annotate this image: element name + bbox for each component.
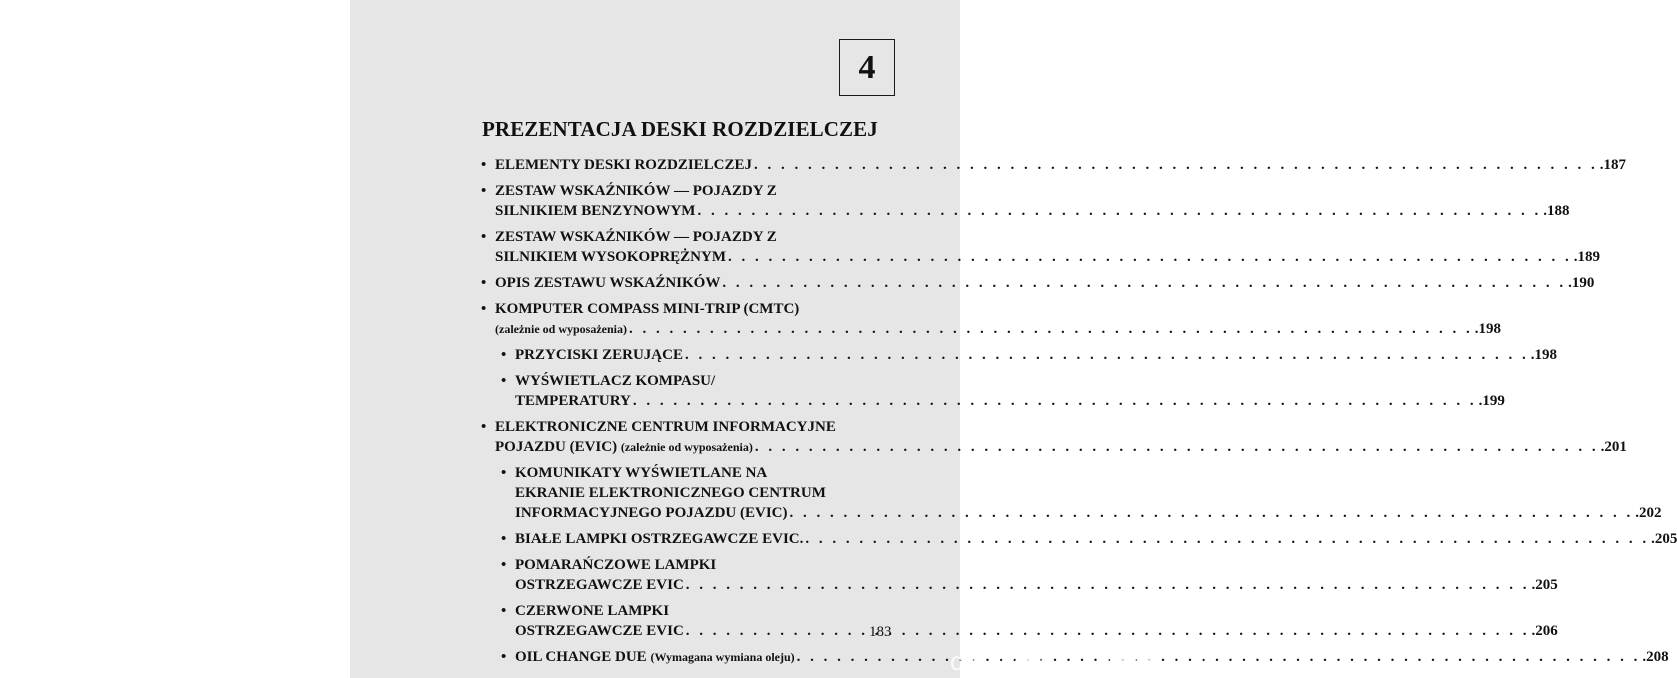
bullet: • — [501, 557, 507, 573]
toc-page-number: .202 — [1635, 505, 1662, 521]
manual-page — [350, 0, 1677, 678]
toc-entry-text: (zależnie od wyposażenia) — [495, 322, 627, 336]
dot-leader — [797, 647, 1641, 667]
toc-entry-text: TEMPERATURY — [515, 393, 631, 409]
dot-leader — [754, 155, 1598, 175]
bullet: • — [481, 301, 487, 317]
toc-entry-cmtc[interactable] — [481, 299, 1501, 339]
toc-entry-evic-amber-lamps[interactable] — [481, 555, 1558, 595]
section-title: PREZENTACJA DESKI ROZDZIELCZEJ — [482, 117, 878, 141]
toc-page-number: .205 — [1651, 531, 1677, 547]
toc-entry-evic-white-lamps[interactable] — [481, 529, 1677, 549]
dot-leader — [755, 437, 1599, 457]
dot-leader — [697, 201, 1541, 221]
toc-entry-text: OSTRZEGAWCZE EVIC — [515, 577, 684, 593]
bullet: • — [481, 419, 487, 435]
toc-page-number: .187 — [1599, 157, 1627, 173]
toc-entry-cluster-gasoline[interactable] — [481, 181, 1570, 221]
toc-entry-text: ELEMENTY DESKI ROZDZIELCZEJ — [495, 157, 753, 173]
toc-entry-reset-buttons[interactable] — [481, 345, 1557, 365]
dot-leader — [633, 391, 1477, 411]
dot-leader — [685, 345, 1529, 365]
toc-entry-suffix: (zależnie od wyposażenia) — [620, 440, 753, 454]
chapter-number-box — [839, 39, 895, 96]
toc-entry-text: KOMUNIKATY WYŚWIETLANE NA — [515, 465, 768, 481]
toc-entry-text: BIAŁE LAMPKI OSTRZEGAWCZE EVIC. — [515, 531, 804, 547]
toc-entry-text: ELEKTRONICZNE CENTRUM INFORMACYJNE — [495, 419, 836, 435]
watermark: carmanualsonline.info — [950, 646, 1214, 676]
bullet: • — [501, 531, 507, 547]
blank-left-page — [0, 0, 350, 678]
toc-entry-text: POMARAŃCZOWE LAMPKI — [515, 557, 717, 573]
dot-leader — [686, 621, 1530, 641]
bullet: • — [481, 157, 487, 173]
toc-entry-text: ZESTAW WSKAŹNIKÓW — POJAZDY Z — [495, 229, 777, 245]
toc-page-number: .188 — [1543, 203, 1570, 219]
toc-entry-text: EKRANIE ELEKTRONICZNEGO CENTRUM — [515, 485, 826, 501]
toc-entry-text: SILNIKIEM BENZYNOWYM — [495, 203, 696, 219]
bullet: • — [501, 465, 507, 481]
dot-leader — [728, 247, 1572, 267]
toc-entry-text: CZERWONE LAMPKI — [515, 603, 670, 619]
dot-leader — [686, 575, 1530, 595]
toc-entry-text: WYŚWIETLACZ KOMPASU/ — [515, 373, 716, 389]
toc-entry-text: POJAZDU (EVIC) — [495, 439, 618, 455]
toc-entry-evic[interactable] — [481, 417, 1627, 457]
bullet: • — [481, 275, 487, 291]
toc-page-number: .198 — [1530, 347, 1557, 363]
toc-entry-text: SILNIKIEM WYSOKOPRĘŻNYM — [495, 249, 727, 265]
bullet: • — [481, 183, 487, 199]
dot-leader — [805, 529, 1649, 549]
dot-leader — [629, 319, 1473, 339]
toc-page-number: .189 — [1573, 249, 1601, 265]
toc-page-number: .198 — [1474, 321, 1501, 337]
toc-entry-text: OIL CHANGE DUE — [515, 649, 647, 665]
dot-leader — [722, 273, 1566, 293]
dot-leader — [790, 503, 1634, 523]
toc-entry-suffix: (Wymagana wymiana oleju) — [650, 650, 795, 664]
toc-entry-cluster-description[interactable] — [481, 273, 1595, 293]
toc-entry-instrument-panel-features[interactable] — [481, 155, 1627, 175]
toc-entry-compass-temperature[interactable] — [481, 371, 1505, 411]
toc-page-number: .190 — [1568, 275, 1595, 291]
bullet: • — [481, 229, 487, 245]
chapter-number: 4 — [858, 48, 876, 86]
bullet: • — [501, 603, 507, 619]
toc-page-number: .206 — [1531, 623, 1558, 639]
toc-entry-evic-messages[interactable] — [481, 463, 1662, 523]
bullet: • — [501, 373, 507, 389]
page-number: 183 — [869, 624, 892, 640]
toc-page-number: .201 — [1600, 439, 1627, 455]
toc-entry-cluster-diesel[interactable] — [481, 227, 1601, 267]
toc-entry-text: OSTRZEGAWCZE EVIC — [515, 623, 684, 639]
toc-entry-text: INFORMACYJNEGO POJAZDU (EVIC) — [515, 505, 788, 521]
toc-entry-evic-red-lamps[interactable] — [481, 601, 1558, 641]
toc-page-number: .208 — [1642, 649, 1669, 665]
toc-page-number: .205 — [1531, 577, 1558, 593]
toc-entry-text: PRZYCISKI ZERUJĄCE — [515, 347, 683, 363]
bullet: • — [501, 649, 507, 665]
toc-entry-text: ZESTAW WSKAŹNIKÓW — POJAZDY Z — [495, 183, 777, 199]
toc-entry-text: KOMPUTER COMPASS MINI-TRIP (CMTC) — [495, 301, 800, 317]
toc-entry-text: OPIS ZESTAWU WSKAŹNIKÓW — [495, 275, 721, 291]
toc-page-number: .199 — [1478, 393, 1505, 409]
bullet: • — [501, 347, 507, 363]
